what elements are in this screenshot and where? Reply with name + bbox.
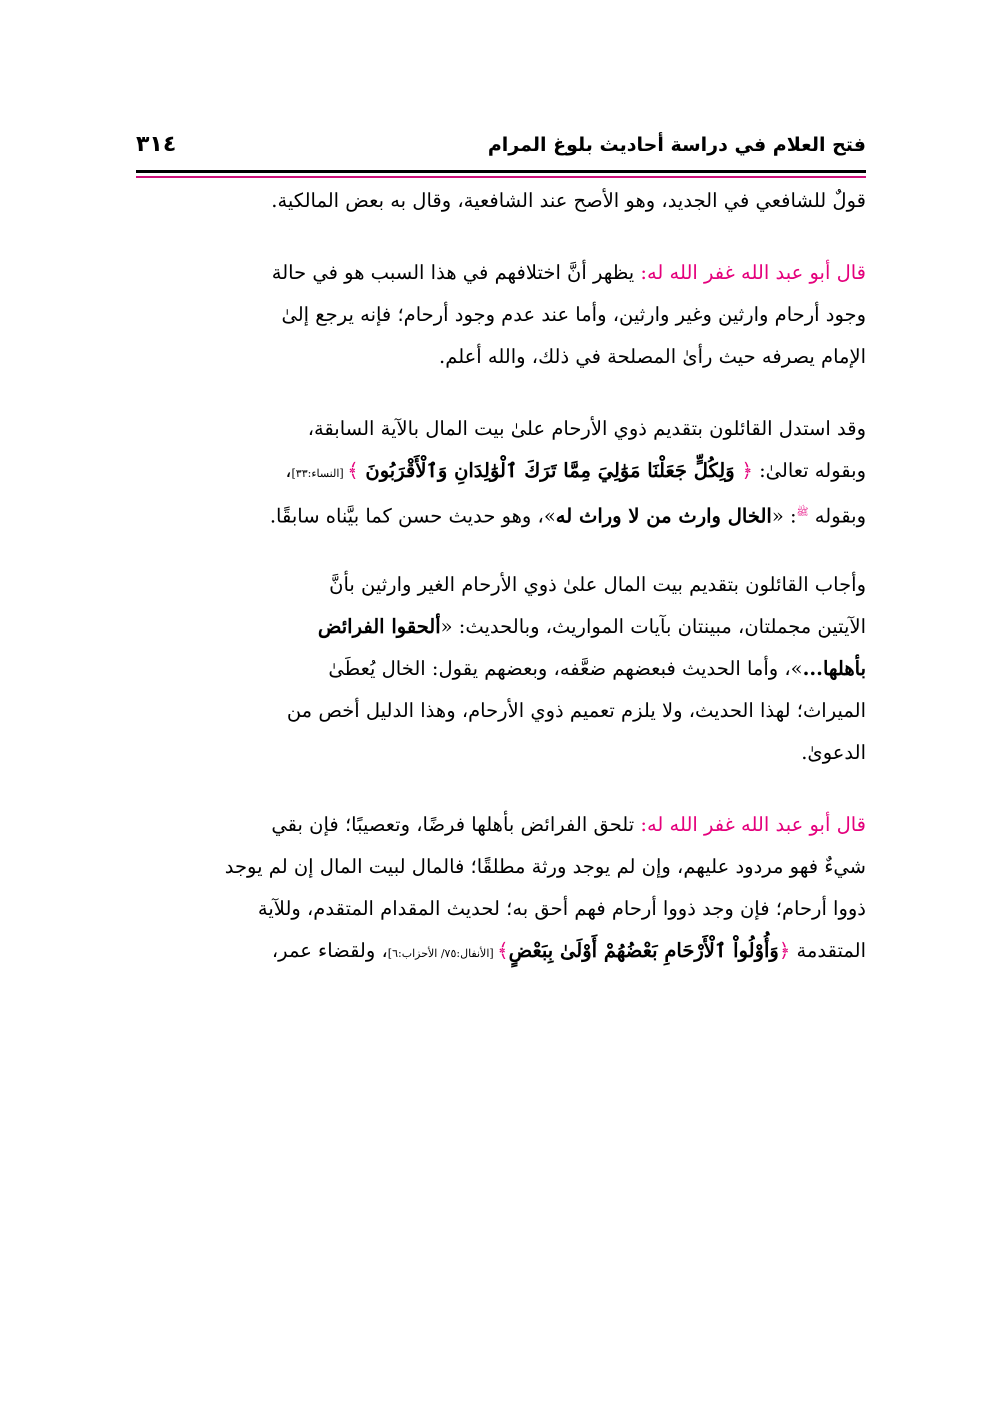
text-line [136,804,866,846]
quran-verse: وَأُوْلُواْ ٱلْأَرْحَامِ بَعْضُهُمْ أَوْلَىٰ بِبَعْضٍ [508,939,779,962]
verse-reference: [الأنفال:٧٥/ الأحزاب:٦] [387,947,498,960]
text-line: شيءٌ فهو مردود عليهم، وإن لم يوجد ورثة مطلقًا؛ فالمال لبيت المال إن لم يوجد [224,855,866,878]
running-header [136,128,866,168]
verse-reference: [النساء:٣٣] [291,467,348,480]
hadith-quote: ألحقوا الفرائض [317,615,441,638]
text-line [136,252,866,294]
text-span: الآيتين مجملتان، مبينتان بآيات المواريث، وبالحديث: « [440,615,866,638]
speaker-label: قال أبو عبد الله غفر الله له: [640,813,866,836]
hadith-quote: الخال وارث من لا وراث له [555,504,772,528]
page-body [136,180,866,972]
paragraph-4 [136,564,866,774]
quran-bracket-close: ﴾ [347,459,359,482]
text-span: »، وأما الحديث فبعضهم ضعَّفه، وبعضهم يقول: الخال يُعطَىٰ [328,657,803,680]
text-line: وأجاب القائلون بتقديم بيت المال علىٰ ذوي الأرحام الغير وارثين بأنَّ [329,573,866,596]
header-rule-black [136,170,866,173]
text-line [136,492,866,534]
quran-bracket-close: ﴾ [497,939,509,962]
text-line: قولٌ للشافعي في الجديد، وهو الأصح عند الشافعية، وقال به بعض المالكية. [271,189,866,212]
text-span: المتقدمة [790,939,866,962]
paragraph-gap [136,534,866,564]
text-line [136,648,866,690]
text-line: وجود أرحام وارثين وغير وارثين، وأما عند عدم وجود أرحام؛ فإنه يرجع إلىٰ [281,303,866,326]
text-span: ، ولقضاء عمر، [271,939,388,962]
paragraph-gap [136,774,866,804]
quran-verse: وَلِكُلٍّ جَعَلْنَا مَوَٰلِيَ مِمَّا تَرَكَ ٱلْوَٰلِدَانِ وَٱلْأَقْرَبُونَ [358,459,742,482]
text-span: وبقوله [808,504,866,528]
text-span: ، [285,459,292,482]
paragraph-1 [136,180,866,222]
paragraph-2 [136,252,866,378]
text-span: »، وهو حديث حسن كما بيَّناه سابقًا. [269,504,556,528]
text-line: ذووا أرحام؛ فإن وجد ذووا أرحام فهم أحق به؛ لحديث المقدام المتقدم، وللآية [257,897,866,920]
header-rule-pink [136,176,866,178]
text-line: الدعوىٰ. [801,741,866,764]
text-line: الميراث؛ لهذا الحديث، ولا يلزم تعميم ذوي الأرحام، وهذا الدليل أخص من [286,699,866,722]
text-span: يظهر أنَّ اختلافهم في هذا السبب هو في حالة [271,261,641,284]
paragraph-gap [136,378,866,408]
hadith-quote: بأهلها... [802,657,866,680]
text-span: : « [771,504,797,528]
text-span: وبقوله تعالىٰ: [752,459,866,482]
honorific-glyph: ﷺ [796,507,809,518]
quran-bracket-open: ﴿ [778,939,791,962]
paragraph-3 [136,408,866,534]
paragraph-gap [136,222,866,252]
text-line: الإمام يصرفه حيث رأىٰ المصلحة في ذلك، والله أعلم. [439,345,866,368]
page-number: ٣١٤ [136,132,177,157]
book-title: فتح العلام في دراسة أحاديث بلوغ المرام [487,134,866,156]
text-line [136,606,866,648]
paragraph-5 [136,804,866,972]
text-line [136,450,866,492]
text-line [136,930,866,972]
speaker-label: قال أبو عبد الله غفر الله له: [640,261,866,284]
text-line: وقد استدل القائلون بتقديم ذوي الأرحام علىٰ بيت المال بالآية السابقة، [307,417,866,440]
text-span: تلحق الفرائض بأهلها فرضًا، وتعصيبًا؛ فإن بقي [271,813,641,836]
quran-bracket-open: ﴿ [741,459,753,482]
